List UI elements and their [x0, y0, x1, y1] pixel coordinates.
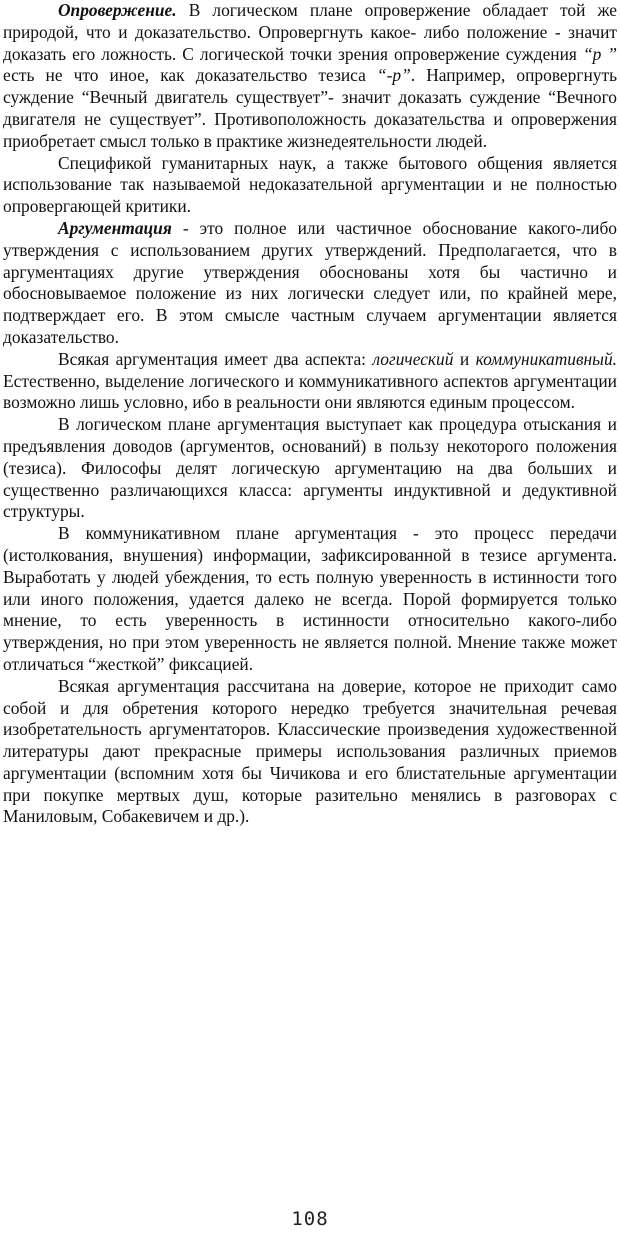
formula-not-p: “-р”: [376, 65, 411, 86]
text-run: В логическом плане опровержение обладает той же природой, что и доказательство. Опровергнуть какое- либо положение - значит доказать его ложность. С логической точки зрения опровержение суждения: [3, 0, 617, 64]
term-communicative: коммуникативный.: [475, 348, 617, 369]
text-run: - это полное или частичное обоснование какого-либо утверждения с использованием других утверждений. Предполагается, что в аргументациях другие утверждения обоснованы хотя бы частично и обосновываемое положение из них логически следует или, по крайней мере, подтверждает его. В этом смысле частным случаем аргументации является доказательство.: [3, 217, 617, 347]
paragraph-refutation: [3, 0, 617, 153]
paragraph-logical-plan: [3, 414, 617, 523]
term-logical: логический: [372, 348, 454, 369]
term-argumentation: Аргументация: [58, 217, 172, 238]
paragraph-communicative-plan: [3, 523, 617, 676]
term-refutation: Опровержение.: [58, 0, 177, 20]
formula-p: “р ”: [582, 43, 617, 64]
paragraph-aspects: [3, 349, 617, 414]
text-run: Естественно, выделение логического и коммуникативного аспектов аргументации возможно лишь условно, ибо в реальности они являются единым процессом.: [3, 370, 617, 413]
paragraph-trust: [3, 676, 617, 829]
text-run: есть не что иное, как доказательство тезиса: [3, 65, 377, 86]
paragraph-humanities: [3, 153, 617, 218]
text-run: Всякая аргументация имеет два аспекта:: [58, 348, 373, 369]
text-run: В логическом плане аргументация выступает как процедура отыскания и предъявления доводов (аргументов, оснований) в пользу некоторого положения (тезиса). Философы делят логическую аргументацию на два больших и существенно различающихся класса: аргументы индуктивной и дедуктивной структуры.: [3, 414, 617, 522]
text-run: и: [453, 348, 476, 369]
text-run: Всякая аргументация рассчитана на доверие, которое не приходит само собой и для обретения которого нередко требуется значительная речевая изобретательность аргументаторов. Классические произведения художественной литературы дают прекрасные примеры использования различных приемов аргументации (вспомним хотя бы Чичикова и его блистательные аргументации при покупке мертвых душ, которые разительно менялись в разговорах с Маниловым, Собакевичем и др.).: [3, 675, 617, 827]
text-run: В коммуникативном плане аргументация - это процесс передачи (истолкования, внушения) информации, зафиксированной в тезисе аргумента. Выработать у людей убеждения, то есть полную уверенность в истинности того или иного положения, удается далеко не всегда. Порой формируется только мнение, то есть уверенность в истинности относительно какого-либо утверждения, но при этом уверенность не является полной. Мнение также может отличаться “жесткой” фиксацией.: [3, 523, 617, 674]
text-run: Спецификой гуманитарных наук, а также бытового общения является использование так называемой недоказательной аргументации и не полностью опровергающей критики.: [3, 152, 617, 217]
text-body: [3, 0, 617, 828]
page-number: 108: [291, 1208, 329, 1230]
text-run: . Например, опровергнуть суждение “Вечный двигатель существует”- значит доказать суждение “Вечного двигателя не существует”. Противоположность доказательства и опровержения приобретает смысл только в практике жизнедеятельности людей.: [3, 65, 618, 151]
paragraph-argumentation: [3, 218, 617, 349]
